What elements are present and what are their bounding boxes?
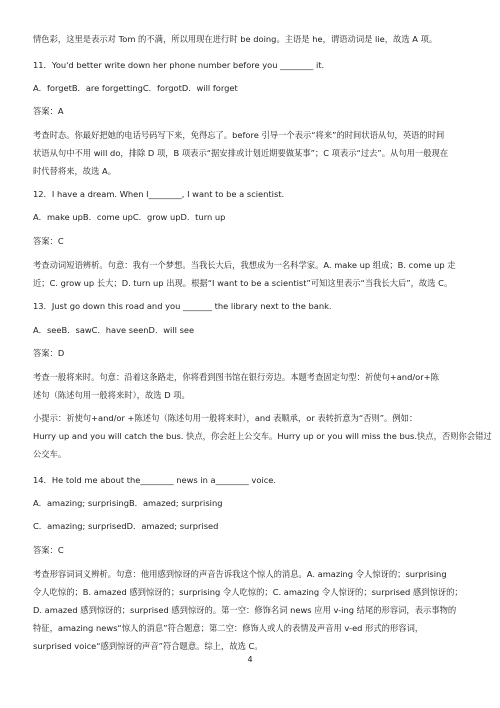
- question-14-answer: 答案：C: [33, 545, 64, 555]
- question-12-explanation-line: 近；C. grow up 长大；D. turn up 出现。根据“I want to be a scientist”可知这里表示“当我长大后”，故选 C。: [33, 278, 453, 288]
- question-13-options: A．seeB．sawC．have seenD．will see: [33, 325, 195, 335]
- tip-line: 公交车。: [33, 449, 67, 459]
- question-13-explanation-line: 述句（陈述句用一般将来时），故选 D 项。: [33, 390, 190, 400]
- question-14-explanation-line: 特征，amazing news“惊人的消息”符合题意；第二空：修饰人或人的表情及声音用 v-ed 形式的形容词，: [33, 623, 424, 633]
- question-11-options: A．forgetB．are forgettingC．forgotD．will forget: [33, 83, 238, 93]
- question-14-options: A．amazing; surprisingB．amazed; surprising: [33, 498, 223, 508]
- question-11-answer: 答案：A: [33, 106, 64, 116]
- question-12-options: A．make upB．come upC．grow upD．turn up: [33, 212, 226, 222]
- question-11-explanation-line: 状语从句中不用 will do，排除 D 项，B 项表示“据安排或计划近期要做某事”；C 项表示“过去”。从句用一般现在: [33, 148, 449, 158]
- question-11: 11．You'd better write down her phone number before you ________ it.: [33, 60, 325, 70]
- question-13-explanation-line: 考查一般将来时。句意：沿着这条路走，你将看到图书馆在银行旁边。本题考查固定句型：祈使句+and/or+陈: [33, 372, 439, 382]
- question-11-explanation-line: 时代替将来，故选 A。: [33, 166, 116, 176]
- question-11-explanation-line: 考查时态。你最好把她的电话号码写下来，免得忘了。before 引导一个表示“将来”的时间状语从句，英语的时间: [33, 130, 445, 140]
- question-14-explanation-line: 考查形容词词义辨析。句意：他用感到惊讶的声音告诉我这个惊人的消息。A. amazing 令人惊讶的；surprising: [33, 569, 447, 579]
- question-14-explanation-line: surprised voice“感到惊讶的声音”符合题意。综上，故选 C。: [33, 641, 263, 651]
- question-12-answer: 答案：C: [33, 236, 64, 246]
- tip-line: Hurry up and you will catch the bus. 快点，你会赶上公交车。Hurry up or you will miss the bus.快点，否则你会错过: [33, 431, 492, 441]
- question-12: 12．I have a dream. When I________, I want to be a scientist.: [33, 189, 285, 199]
- question-14-explanation-line: D. amazed 感到惊讶的；surprised 感到惊讶的。第一空：修饰名词 news 应用 v-ing 结尾的形容词，表示事物的: [33, 605, 457, 615]
- question-13-answer: 答案：D: [33, 348, 65, 358]
- text-line: 情色彩，这里是表示对 Tom 的不满，所以用现在进行时 be doing。主语是 he，谓语动词是 lie，故选 A 项。: [33, 34, 438, 44]
- question-14: 14．He told me about the________ news in a________ voice.: [33, 475, 277, 485]
- question-13: 13．Just go down this road and you _______ the library next to the bank.: [33, 301, 332, 311]
- page-number: 4: [247, 655, 253, 664]
- question-12-explanation-line: 考查动词短语辨析。句意：我有一个梦想。当我长大后，我想成为一名科学家。A. make up 组成；B. come up 走: [33, 260, 456, 270]
- tip-line: 小提示：祈使句+and/or +陈述句（陈述句用一般将来时），and 表顺承，or 表转折意为“否则”。例如：: [33, 413, 418, 423]
- question-14-options: C．amazing; surprisedD．amazed; surprised: [33, 521, 219, 531]
- question-14-explanation-line: 令人吃惊的；B. amazed 感到惊讶的；surprising 令人吃惊的；C. amazing 令人惊讶的；surprised 感到惊讶的；: [33, 587, 463, 597]
